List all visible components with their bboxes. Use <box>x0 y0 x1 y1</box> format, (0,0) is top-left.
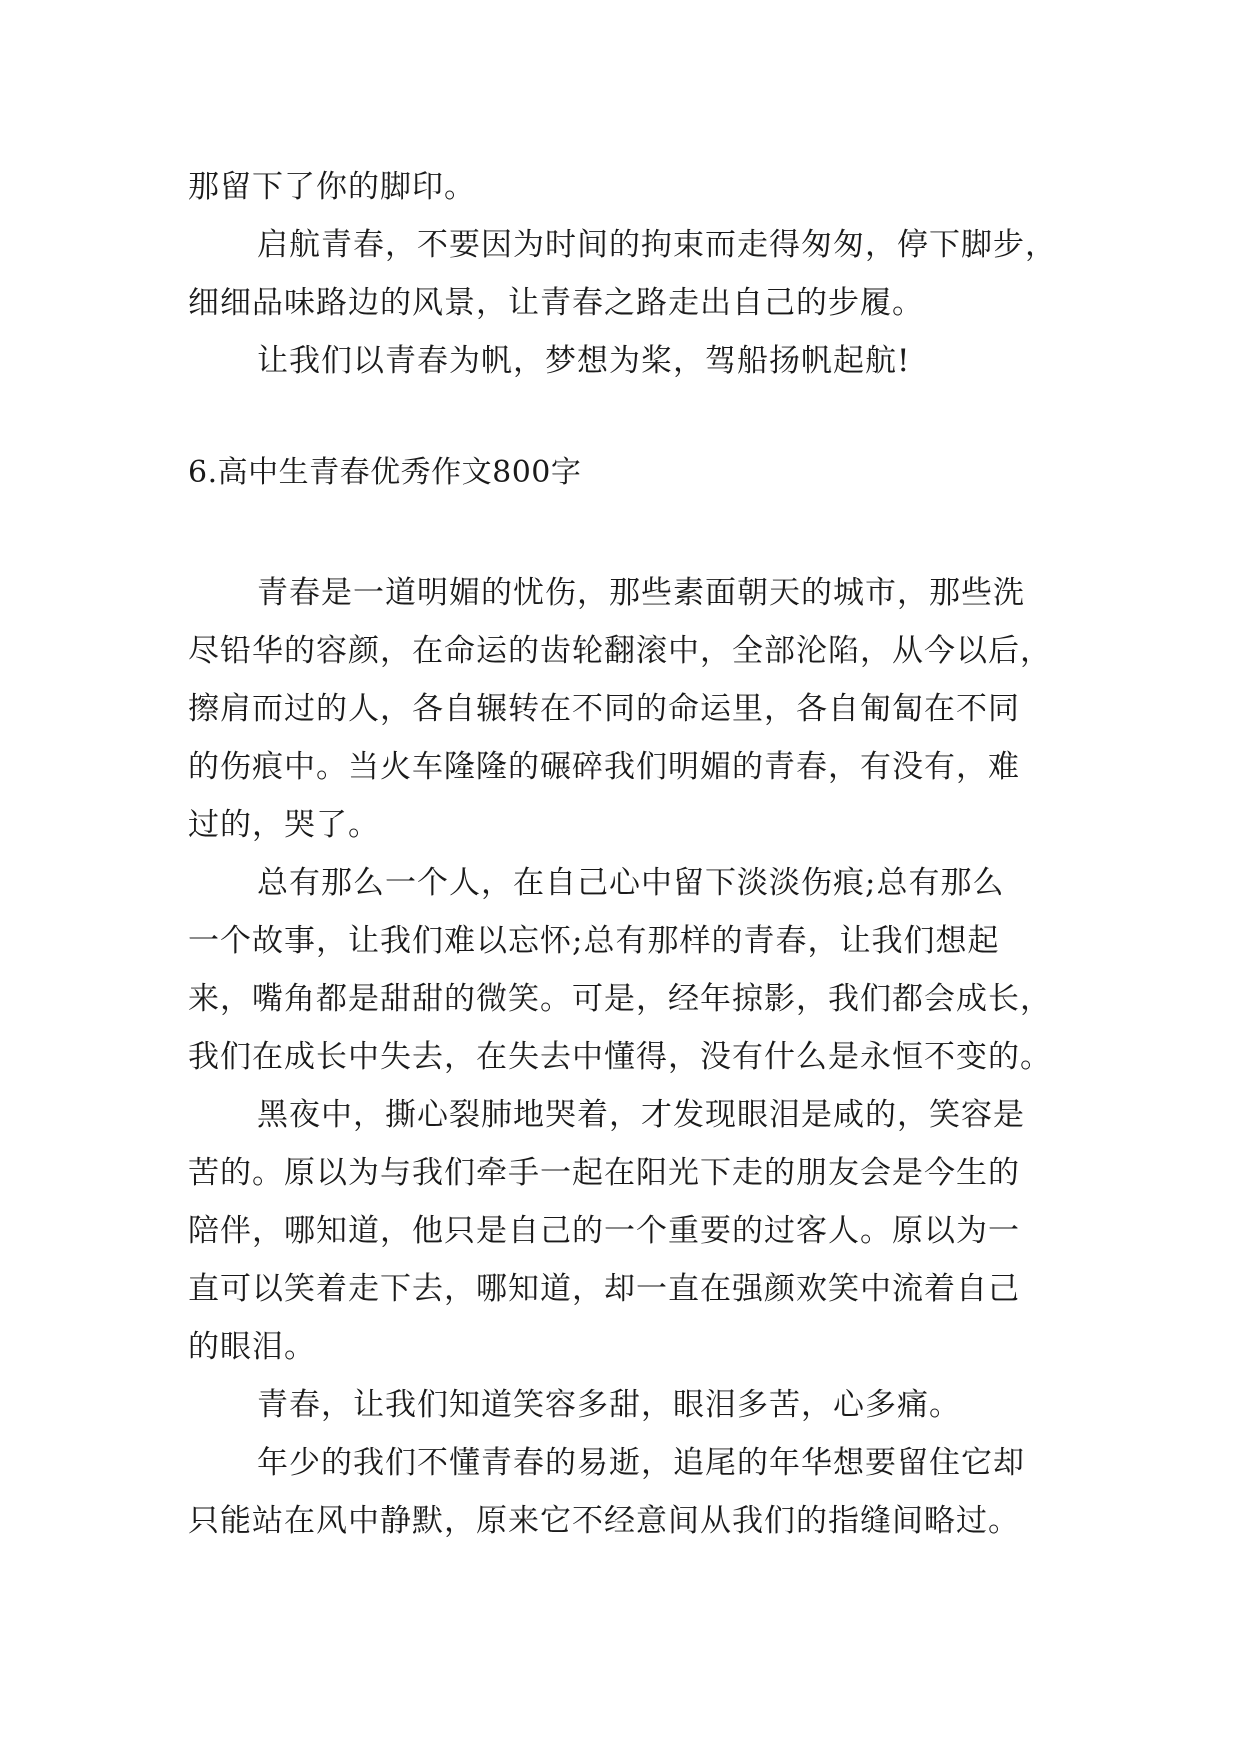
paragraph-line: 青春，让我们知道笑容多甜，眼泪多苦，心多痛。 <box>257 1387 961 1423</box>
paragraph-line: 苦的。原以为与我们牵手一起在阳光下走的朋友会是今生的 <box>188 1155 1020 1191</box>
paragraph-line: 过的，哭了。 <box>188 807 380 843</box>
intro-paragraph <box>188 332 1050 390</box>
essay-paragraph <box>188 564 1050 854</box>
section-spacer <box>188 502 1050 564</box>
paragraph-line: 我们在成长中失去，在失去中懂得，没有什么是永恒不变的。 <box>188 1039 1052 1075</box>
paragraph-line: 青春是一道明媚的忧伤，那些素面朝天的城市，那些洗 <box>257 575 1025 611</box>
essay-paragraph <box>188 1376 1050 1434</box>
section-heading: 6.高中生青春优秀作文800字 <box>188 455 582 490</box>
paragraph-line: 直可以笑着走下去，哪知道，却一直在强颜欢笑中流着自己 <box>188 1271 1020 1307</box>
paragraph-line: 细细品味路边的风景，让青春之路走出自己的步履。 <box>188 285 924 321</box>
essay-paragraph <box>188 854 1050 1086</box>
section-spacer <box>188 390 1050 444</box>
paragraph-line: 来，嘴角都是甜甜的微笑。可是，经年掠影，我们都会成长， <box>188 981 1052 1017</box>
intro-paragraph <box>188 158 1050 216</box>
intro-paragraph <box>188 216 1057 332</box>
paragraph-line: 的眼泪。 <box>188 1329 316 1365</box>
paragraph-line: 年少的我们不懂青春的易逝，追尾的年华想要留住它却 <box>257 1445 1025 1481</box>
essay-paragraph <box>188 1086 1050 1376</box>
essay-paragraph <box>188 1434 1050 1550</box>
paragraph-line: 总有那么一个人，在自己心中留下淡淡伤痕;总有那么 <box>257 865 1005 901</box>
paragraph-line: 启航青春，不要因为时间的拘束而走得匆匆，停下脚步， <box>257 227 1057 263</box>
paragraph-line: 让我们以青春为帆，梦想为桨，驾船扬帆起航! <box>257 343 911 379</box>
paragraph-line: 的伤痕中。当火车隆隆的碾碎我们明媚的青春，有没有，难 <box>188 749 1020 785</box>
paragraph-line: 只能站在风中静默，原来它不经意间从我们的指缝间略过。 <box>188 1503 1020 1539</box>
paragraph-line: 黑夜中，撕心裂肺地哭着，才发现眼泪是咸的，笑容是 <box>257 1097 1025 1133</box>
document-body <box>188 158 1057 1550</box>
paragraph-line: 尽铅华的容颜，在命运的齿轮翻滚中，全部沦陷，从今以后， <box>188 633 1052 669</box>
paragraph-line: 那留下了你的脚印。 <box>188 169 476 205</box>
paragraph-line: 擦肩而过的人，各自辗转在不同的命运里，各自匍匐在不同 <box>188 691 1020 727</box>
paragraph-line: 陪伴，哪知道，他只是自己的一个重要的过客人。原以为一 <box>188 1213 1020 1249</box>
paragraph-line: 一个故事，让我们难以忘怀;总有那样的青春，让我们想起 <box>188 923 1000 959</box>
